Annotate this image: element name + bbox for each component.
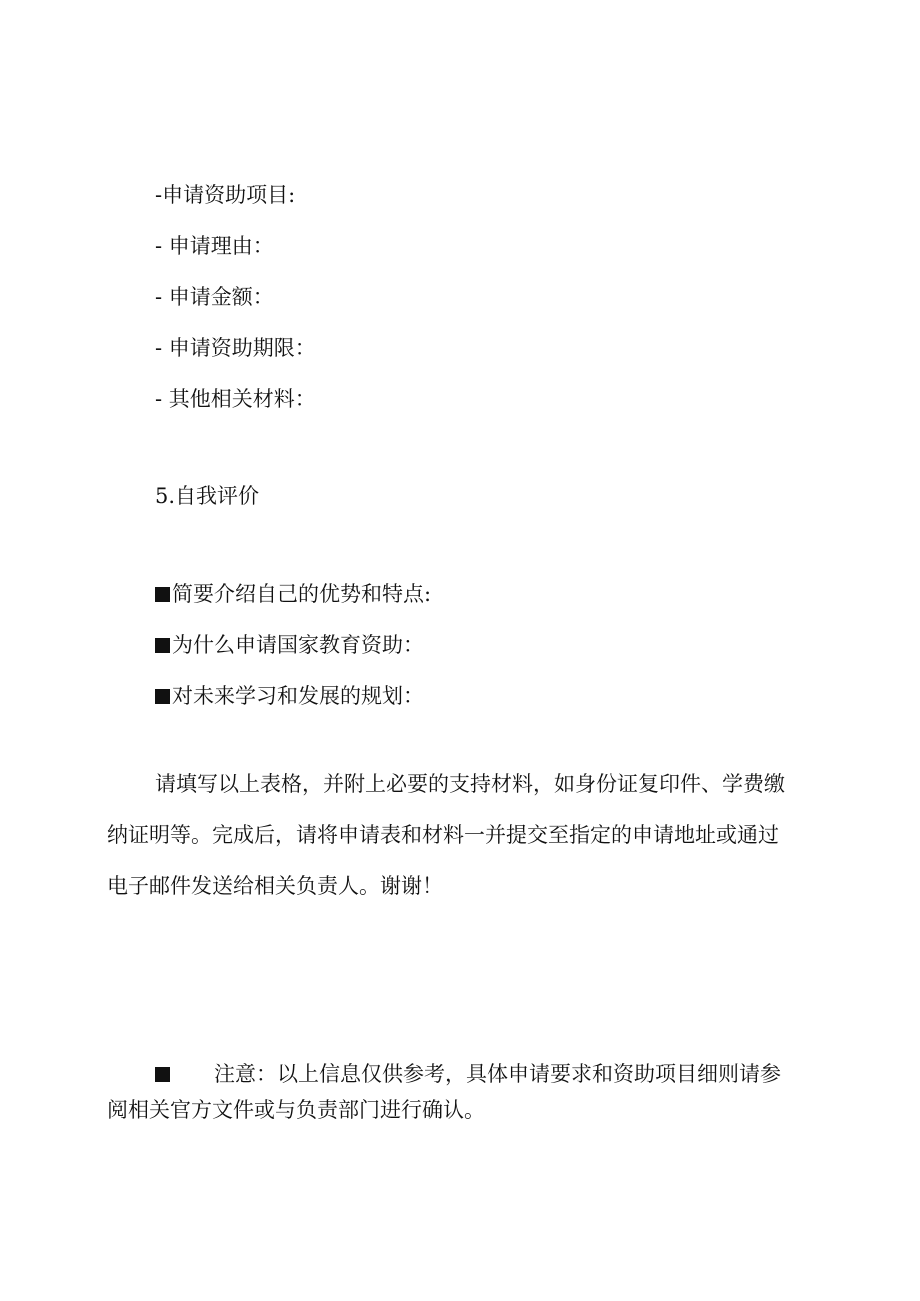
funding-item-period: - 申请资助期限： <box>155 336 316 360</box>
square-bullet-icon <box>155 689 170 704</box>
self-eval-item-future-plan <box>155 684 424 708</box>
square-bullet-icon <box>155 638 170 653</box>
self-eval-item-text: 简要介绍自己的优势和特点: <box>172 582 432 606</box>
funding-item-materials: - 其他相关材料： <box>155 387 316 411</box>
self-eval-item-why-apply <box>155 633 424 657</box>
square-bullet-icon <box>155 1067 170 1082</box>
note-line-1 <box>155 1062 781 1086</box>
square-bullet-icon <box>155 587 170 602</box>
note-line-2: 阅相关官方文件或与负责部门进行确认。 <box>107 1098 485 1122</box>
self-eval-item-strengths <box>155 582 431 606</box>
self-eval-item-text: 对未来学习和发展的规划： <box>172 684 424 708</box>
closing-paragraph-line-1: 请填写以上表格，并附上必要的支持材料，如身份证复印件、学费缴 <box>155 772 785 796</box>
closing-paragraph-line-3: 电子邮件发送给相关负责人。谢谢！ <box>107 874 443 898</box>
funding-item-project: -申请资助项目: <box>155 183 296 207</box>
closing-paragraph-line-2: 纳证明等。完成后，请将申请表和材料一并提交至指定的申请地址或通过 <box>107 823 779 847</box>
section-heading-self-evaluation: 5.自我评价 <box>155 484 260 508</box>
funding-item-amount: - 申请金额： <box>155 285 274 309</box>
self-eval-item-text: 为什么申请国家教育资助： <box>172 633 424 657</box>
funding-item-reason: - 申请理由： <box>155 234 274 258</box>
note-text-1: 注意：以上信息仅供参考，具体申请要求和资助项目细则请参 <box>214 1062 781 1086</box>
